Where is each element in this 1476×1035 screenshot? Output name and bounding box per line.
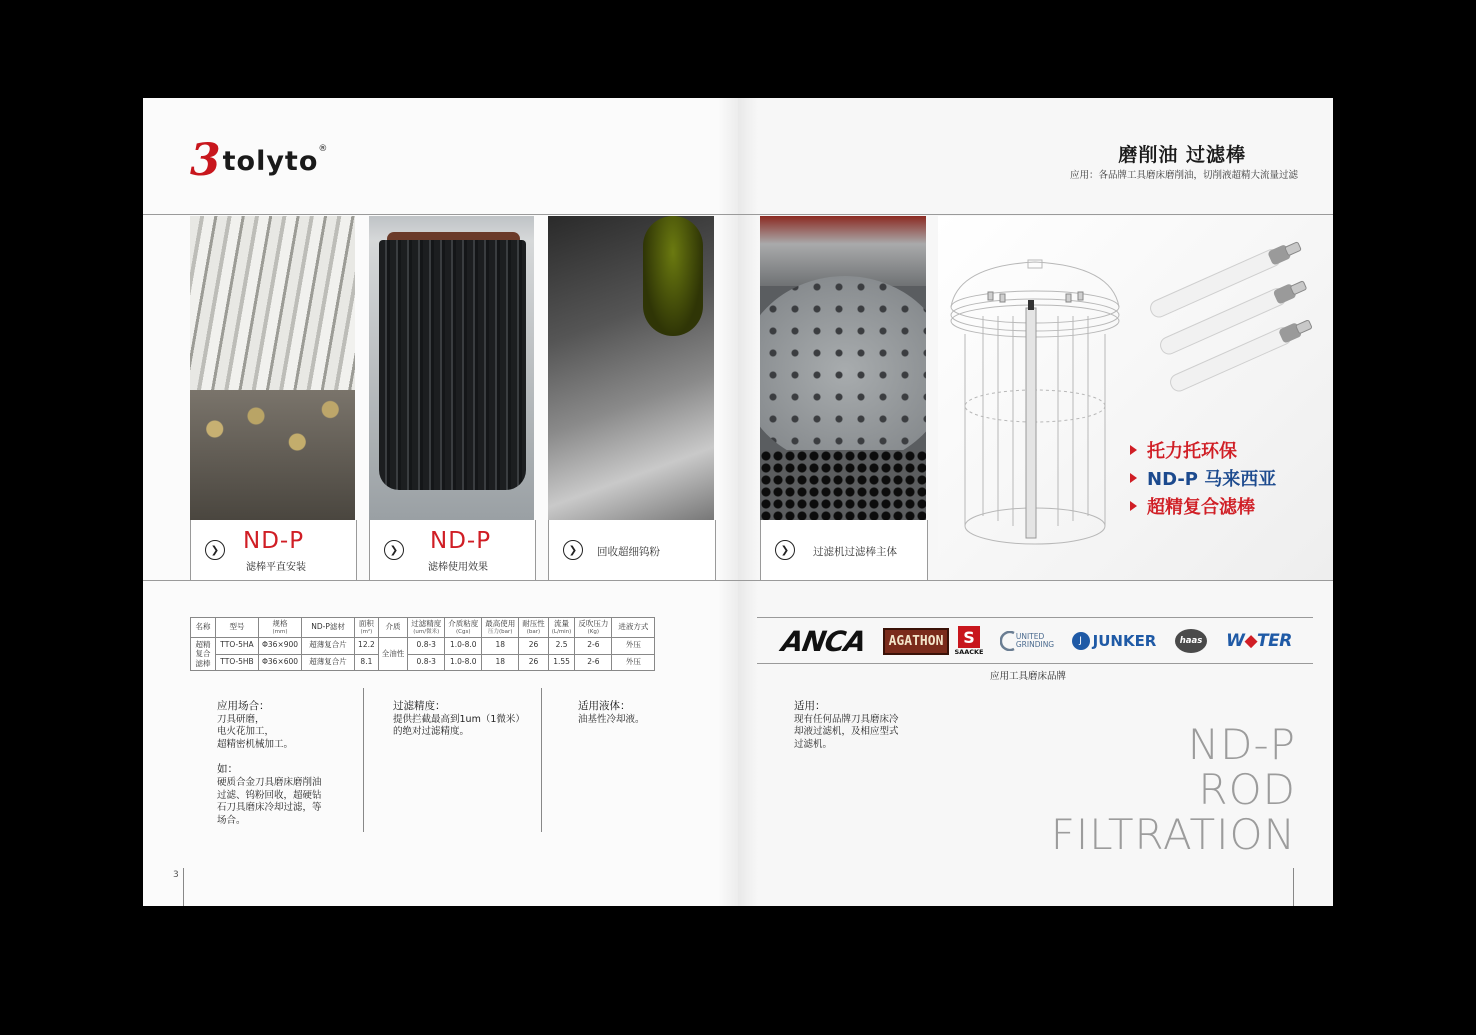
table-header-row — [191, 618, 655, 638]
info-title: 应用场合： — [217, 700, 270, 712]
cell-precision: 0.8-3 — [408, 654, 445, 671]
page-title: 磨削油 过滤棒 — [1118, 144, 1246, 166]
card-caption-4 — [760, 520, 928, 581]
triangle-bullet-icon — [1130, 473, 1137, 483]
arrow-right-icon[interactable]: ❯ — [563, 540, 583, 560]
photo-filter-rods-installed — [190, 216, 355, 520]
table-row — [191, 637, 655, 654]
info-line: 现有任何品牌刀具磨床冷 — [794, 713, 899, 725]
col-header: 名称 — [191, 618, 216, 638]
info-liquid — [578, 700, 708, 726]
card-title: ND-P — [243, 528, 305, 554]
logo-mark: 3 — [190, 135, 221, 186]
info-line: 油基性冷却液。 — [578, 713, 645, 725]
col-header: 型号 — [216, 618, 259, 638]
info-precision — [393, 700, 533, 739]
bullet-item — [1130, 492, 1276, 520]
col-header: 耐压性 (bar) — [519, 618, 549, 638]
col-header: 反吹压力 (Kg) — [575, 618, 612, 638]
cell-resist: 26 — [519, 637, 549, 654]
col-header: 流量 (L/min) — [548, 618, 575, 638]
col-header: 介质 — [378, 618, 408, 638]
card-label: 过滤机过滤棒主体 — [813, 546, 897, 558]
card-label: 滤棒平直安装 — [246, 562, 306, 573]
rod-ends-texture — [190, 390, 355, 520]
info-subtitle: 如： — [217, 763, 238, 776]
cell-backflush: 2-6 — [575, 637, 612, 654]
cell-spec: Φ36×600 — [259, 654, 302, 671]
filter-housing-illustration — [938, 216, 1333, 580]
column-divider — [363, 688, 364, 832]
info-line: 硬质合金刀具磨床磨削油 — [217, 776, 322, 788]
bullet-text: 超精复合滤棒 — [1147, 497, 1255, 518]
cell-spec: Φ36×900 — [259, 637, 302, 654]
ndp-rod-filtration-title: ND-P ROD FILTRATION — [1050, 720, 1296, 859]
cell-max-pressure: 18 — [482, 654, 519, 671]
info-line: 场合。 — [217, 814, 246, 826]
card-label: 滤棒使用效果 — [428, 562, 488, 573]
col-header: 规格 (mm) — [259, 618, 302, 638]
cell-viscosity: 1.0-8.0 — [445, 637, 482, 654]
info-line: 的绝对过滤精度。 — [393, 726, 470, 738]
card-caption-1 — [190, 520, 357, 581]
triangle-bullet-icon — [1130, 501, 1137, 511]
info-suitable — [794, 700, 924, 751]
logo-registered: ® — [318, 144, 328, 154]
col-header: ND-P滤材 — [302, 618, 355, 638]
arrow-right-icon[interactable]: ❯ — [775, 540, 795, 560]
haas-logo: haas — [1171, 626, 1211, 656]
united-grinding-icon — [1000, 631, 1016, 651]
cell-resist: 26 — [519, 654, 549, 671]
cell-backflush: 2-6 — [575, 654, 612, 671]
footer-rule-right — [1293, 868, 1294, 906]
cell-flow: 2.5 — [548, 637, 575, 654]
bullet-item — [1130, 436, 1276, 464]
anca-logo: ANCA — [779, 624, 869, 658]
agathon-logo: AGATHON — [890, 626, 942, 656]
cell-precision: 0.8-3 — [408, 637, 445, 654]
bundle-rods — [379, 240, 526, 490]
info-title: 适用： — [794, 700, 826, 712]
arrow-right-icon[interactable]: ❯ — [205, 540, 225, 560]
photo-tungsten-powder — [548, 216, 714, 520]
arrow-right-icon[interactable]: ❯ — [384, 540, 404, 560]
photo-filter-machine — [760, 216, 926, 520]
info-line: 电火花加工， — [217, 726, 275, 738]
column-divider — [541, 688, 542, 832]
page-subtitle: 应用：各品牌工具磨床磨削油，切削液超精大流量过滤 — [1069, 170, 1298, 181]
info-application — [217, 700, 347, 827]
cell-area: 8.1 — [355, 654, 379, 671]
info-line: 超精密机械加工。 — [217, 738, 294, 750]
card-caption-2 — [369, 520, 536, 581]
tolyto-logo — [190, 136, 327, 186]
triangle-bullet-icon — [1130, 445, 1137, 455]
saacke-logo: S SAACKE — [954, 627, 984, 656]
table-row — [191, 654, 655, 671]
col-header: 最高使用 压力(bar) — [482, 618, 519, 638]
cell-flow: 1.55 — [548, 654, 575, 671]
cell-model: TTO-5HA — [216, 637, 259, 654]
info-line: 过滤、钨粉回收，超硬钻 — [217, 789, 322, 801]
bullet-text: 托力托环保 — [1147, 441, 1237, 462]
brand-caption: 应用工具磨床品牌 — [990, 671, 1067, 682]
junker-logo: J JUNKER — [1067, 626, 1161, 656]
info-line: 过滤机。 — [794, 738, 833, 750]
cell-max-pressure: 18 — [482, 637, 519, 654]
page-gutter — [718, 98, 758, 906]
card-title: ND-P — [430, 528, 492, 554]
feature-bullets — [1130, 436, 1276, 520]
info-title: 适用液体： — [578, 700, 631, 712]
info-line: 石刀具磨床冷却过滤，等 — [217, 802, 322, 814]
info-line: 却液过滤机，及相应型式 — [794, 726, 899, 738]
junker-icon: J — [1072, 632, 1090, 650]
perforated-plate — [760, 450, 926, 520]
col-header: 过滤精度 (um/微米) — [408, 618, 445, 638]
info-line: 刀具研磨， — [217, 713, 265, 725]
cell-name: 超精复合滤棒 — [191, 637, 216, 670]
card-caption-3 — [548, 520, 716, 581]
woter-logo: W◆TER — [1226, 631, 1292, 651]
cell-feed: 外压 — [612, 637, 655, 654]
product-render-panel — [938, 216, 1333, 580]
cell-viscosity: 1.0-8.0 — [445, 654, 482, 671]
col-header: 进液方式 — [612, 618, 655, 638]
photo-filter-bundle — [369, 216, 534, 520]
info-title: 过滤精度： — [393, 700, 446, 712]
bullet-item — [1130, 464, 1276, 492]
header-divider — [143, 214, 1333, 215]
united-grinding-logo: UNITED GRINDING — [995, 626, 1059, 656]
bullet-text: ND-P 马来西亚 — [1147, 469, 1277, 490]
rod-mount-plate — [760, 276, 926, 466]
card-label: 回收超细钨粉 — [597, 546, 660, 558]
oil-drip — [643, 216, 703, 336]
cell-material: 超薄复合片 — [302, 637, 355, 654]
cell-feed: 外压 — [612, 654, 655, 671]
spec-table — [190, 617, 655, 671]
cell-area: 12.2 — [355, 637, 379, 654]
info-line: 提供拦截最高到1um（1微米） — [393, 713, 525, 725]
col-header: 介质粘度 (Cgs) — [445, 618, 482, 638]
cell-medium: 全油性 — [378, 637, 408, 670]
cell-model: TTO-5HB — [216, 654, 259, 671]
cell-material: 超薄复合片 — [302, 654, 355, 671]
col-header: 面积 (m²) — [355, 618, 379, 638]
brand-logo-strip — [757, 617, 1313, 664]
logo-text: tolyto — [222, 145, 319, 177]
page-number: 3 — [173, 870, 179, 880]
footer-rule-left — [183, 868, 184, 906]
